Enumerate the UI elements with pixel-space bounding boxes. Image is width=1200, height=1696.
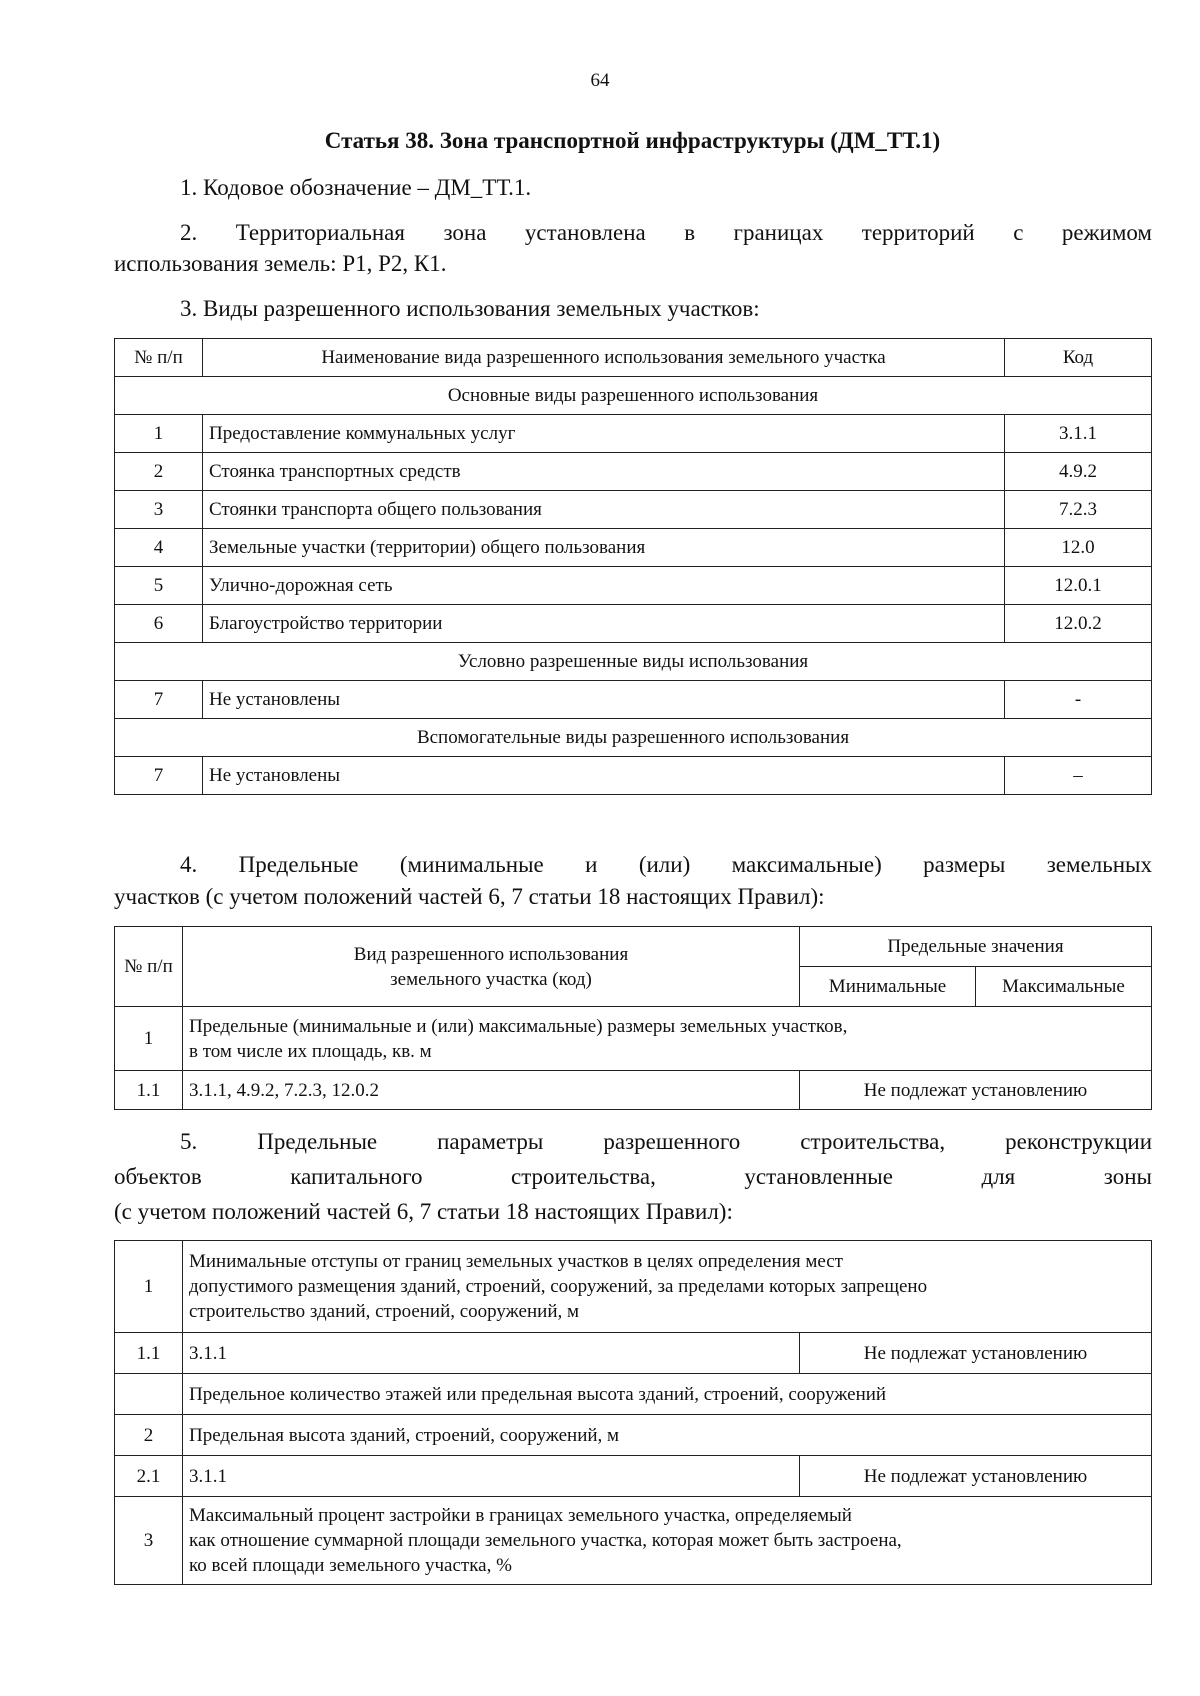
paragraph-4-line1: 4. Предельные (минимальные и (или) максимальные) размеры земельных [180,852,1152,877]
table-row [115,605,1152,643]
row-num: 2 [115,1415,183,1456]
row-num [115,1374,183,1415]
row-text-line: Минимальные отступы от границ земельных участков в целях определения мест [189,1251,843,1272]
table-row [115,1071,1152,1110]
paragraph-5-line2: объектов капитального строительства, установленные для зоны [114,1164,1152,1189]
header-min: Минимальные [800,967,976,1007]
table-row [115,757,1152,795]
row-name: Земельные участки (территории) общего пользования [203,529,1005,567]
article-title: Статья 38. Зона транспортной инфраструктуры (ДМ_ТТ.1) [324,128,941,153]
construction-params-table [114,1240,1152,1585]
paragraph-2-line1: 2. Территориальная зона установлена в границах территорий с режимом [180,220,1152,245]
row-name: Предоставление коммунальных услуг [203,415,1005,453]
header-kind-line1: Вид разрешенного использования [353,943,629,965]
header-num: № п/п [115,339,203,377]
table-row [115,491,1152,529]
row-text-line: ко всей площади земельного участка, % [189,1555,512,1576]
row-code: 3.1.1 [1005,415,1152,453]
row-num: 3 [115,1497,183,1585]
header-kind [183,927,800,1007]
row-num: 1.1 [115,1333,183,1374]
row-num: 1 [115,415,203,453]
row-text-line: Максимальный процент застройки в границах земельного участка, определяемый [189,1505,852,1526]
row-value: Не подлежат установлению [799,1456,1151,1497]
table-row [115,1007,1152,1071]
row-num: 1 [115,1241,183,1333]
row-text-line: Предельные (минимальные и (или) максимальные) размеры земельных участков, [189,1015,848,1037]
row-num: 1.1 [115,1071,183,1110]
row-text-line: в том числе их площадь, кв. м [189,1040,432,1062]
permitted-use-table [114,338,1152,795]
header-limits: Предельные значения [800,927,1152,967]
row-code: 12.0.2 [1005,605,1152,643]
row-name: Улично-дорожная сеть [203,567,1005,605]
row-text-line: строительство зданий, строений, сооружений, м [189,1301,580,1322]
section-main: Основные виды разрешенного использования [115,377,1152,415]
row-code: 3.1.1 [183,1456,800,1497]
row-code: 3.1.1 [183,1333,800,1374]
row-code: – [1005,757,1152,795]
row-num: 2 [115,453,203,491]
row-codes: 3.1.1, 4.9.2, 7.2.3, 12.0.2 [183,1071,800,1110]
row-value: Не подлежат установлению [799,1333,1151,1374]
row-code: 12.0 [1005,529,1152,567]
row-num: 7 [115,681,203,719]
row-value: Не подлежат установлению [800,1071,1152,1110]
header-name: Наименование вида разрешенного использования земельного участка [203,339,1005,377]
row-code: 12.0.1 [1005,567,1152,605]
header-code: Код [1005,339,1152,377]
row-num: 1 [115,1007,183,1071]
table-row [115,453,1152,491]
table-row [115,567,1152,605]
table-row [115,1374,1152,1415]
row-num: 2.1 [115,1456,183,1497]
header-max: Максимальные [976,967,1152,1007]
table-row [115,529,1152,567]
row-name: Не установлены [203,757,1005,795]
table-row [115,681,1152,719]
paragraph-5-line1: 5. Предельные параметры разрешенного строительства, реконструкции [180,1129,1152,1154]
table-row [115,1415,1152,1456]
row-text: Предельное количество этажей или предельная высота зданий, строений, сооружений [183,1374,1152,1415]
row-num: 3 [115,491,203,529]
page-number: 64 [590,70,610,91]
plot-size-table [114,926,1152,1110]
row-text [183,1241,1152,1333]
row-num: 5 [115,567,203,605]
row-code: - [1005,681,1152,719]
row-name: Благоустройство территории [203,605,1005,643]
row-code: 7.2.3 [1005,491,1152,529]
row-text [183,1007,1152,1071]
row-code: 4.9.2 [1005,453,1152,491]
row-text-line: как отношение суммарной площади земельного участка, которая может быть застроена, [189,1530,902,1551]
row-num: 4 [115,529,203,567]
paragraph-5-line3: (с учетом положений частей 6, 7 статьи 18 настоящих Правил): [114,1199,733,1224]
section-auxiliary: Вспомогательные виды разрешенного использования [115,719,1152,757]
row-text-line: допустимого размещения зданий, строений, сооружений, за пределами которых запрещено [189,1276,928,1297]
table-row [115,415,1152,453]
paragraph-3: 3. Виды разрешенного использования земельных участков: [180,296,760,321]
row-num: 6 [115,605,203,643]
table-row [115,1241,1152,1333]
row-text: Предельная высота зданий, строений, сооружений, м [183,1415,1152,1456]
row-name: Стоянки транспорта общего пользования [203,491,1005,529]
table-row [115,1456,1152,1497]
row-name: Стоянка транспортных средств [203,453,1005,491]
paragraph-4-line2: участков (с учетом положений частей 6, 7 статьи 18 настоящих Правил): [114,884,825,909]
header-num: № п/п [115,927,183,1007]
row-text [183,1497,1152,1585]
section-conditional: Условно разрешенные виды использования [115,643,1152,681]
table-row [115,1497,1152,1585]
row-num: 7 [115,757,203,795]
paragraph-1: 1. Кодовое обозначение – ДМ_ТТ.1. [180,175,532,200]
paragraph-2-line2: использования земель: Р1, Р2, К1. [114,251,447,276]
header-kind-line2: земельного участка (код) [390,968,592,990]
row-name: Не установлены [203,681,1005,719]
table-row [115,1333,1152,1374]
